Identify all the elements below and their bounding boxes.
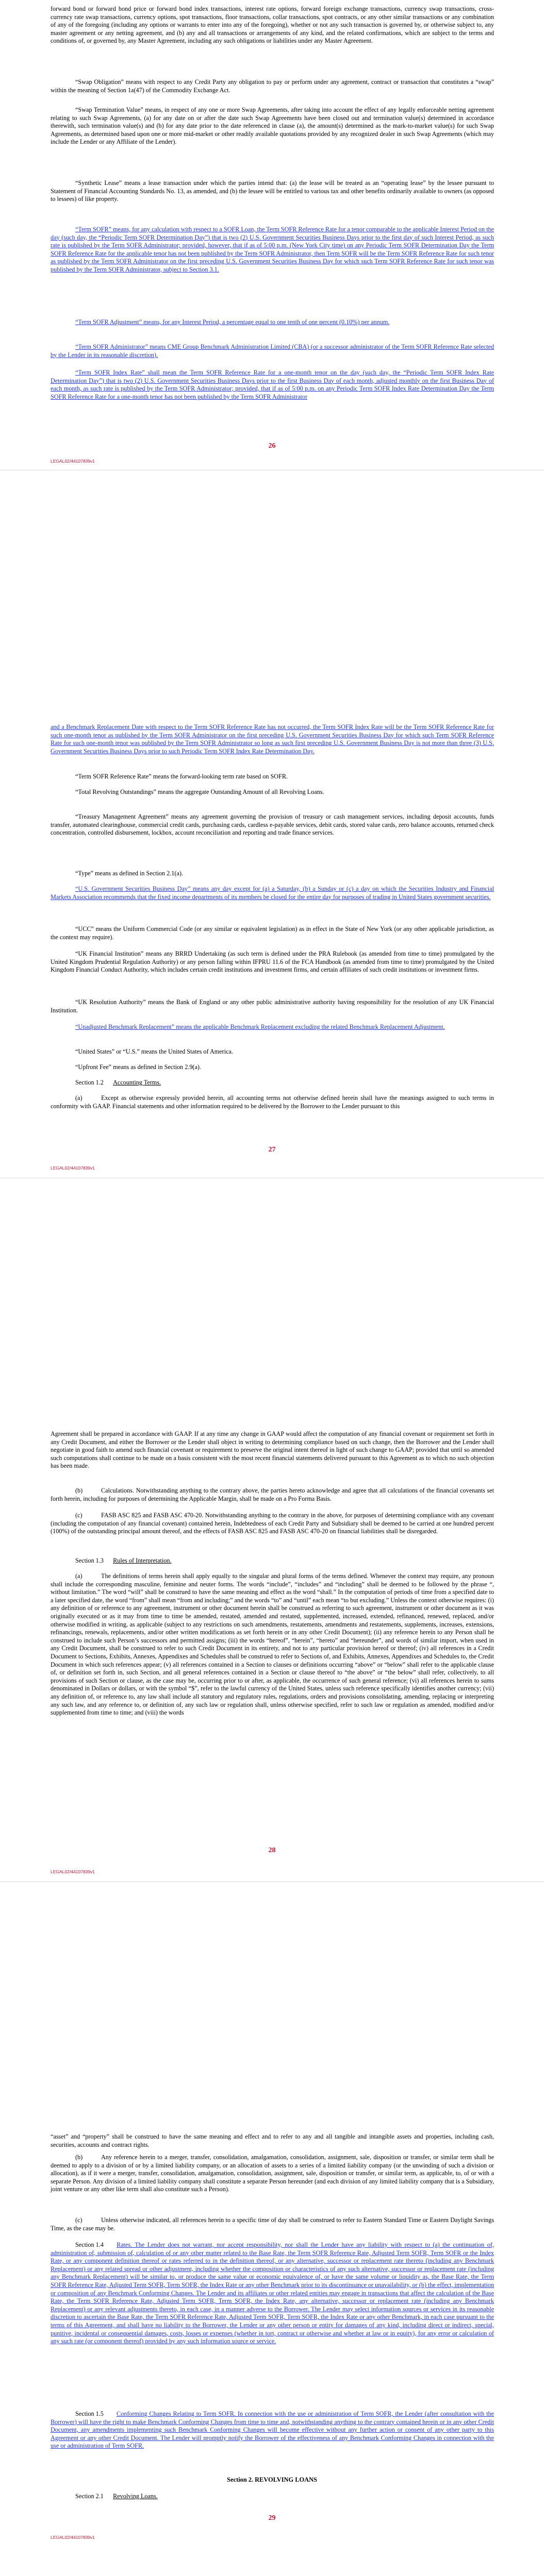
paragraph: forward bond or forward bond price or forward bond index transactions, interest rate options, forward foreign exchange transactions, currency swap transactions, cross-currency rate swap transactions, currency options, spot transactions, floor transactions, collar transactions, spot contracts, or any other similar transactions or any combination of any of the foregoing (including any options or warrants to enter into any of the foregoing), whether or not any such transaction is governed by, or otherwise subject to, any master agreement or any netting agreement, and (b) any and all transactions or arrangements of any kind, and the related confirmations, which are subject to the terms and conditions of, or governed by, any Master Agreement, including any such obligations or liabilities under any Master Agreement. [51,5,494,45]
paragraph-conforming-changes: Conforming Changes Relating to Term SOFR. In connection with the use or administration of Term SOFR, the Lender (after consultation with the Borrower) will have the right to make Benchmark Conforming Changes from time to time and, notwithstanding anything to the contrary contained herein or in any other Credit Document, any amendments implementing such Benchmark Conforming Changes will become effective without any further action or consent of any other party to this Agreement or any other Credit Document. The Lender will promptly notify the Borrower of the effectiveness of any Benchmark Conforming Changes in connection with the use or administration of Term SOFR. [51,2410,494,2450]
section-title: Rules of Interpretation. [113,1557,172,1564]
page-number: 29 [268,2514,276,2522]
footer-code: LEGAL02/44107839v1 [51,459,95,464]
article-heading: Section 2. REVOLVING LOANS [227,2476,317,2483]
paragraph-type: “Type” means as defined in Section 2.1(a). [75,870,183,877]
paragraph-treasury-management: “Treasury Management Agreement” means any agreement governing the provision of treasury or cash management services, including deposit accounts, funds transfer, automated clearinghouse, commercial credit cards, purchasing cards, cardless e-payable services, debit cards, stored value cards, zero balance accounts, returned check concentration, controlled disbursement, lockbox, account reconciliation and reporting and trade finance services. [51,813,494,837]
paragraph-swap-termination-value: “Swap Termination Value” means, in respect of any one or more Swap Agreements, after taking into account the effect of any legally enforceable netting agreement relating to such Swap Agreements, (a) for any date on or after the date such Swap Agreements have been closed out and termination value(s) determined in accordance therewith, such termination value(s) and (b) for any date prior to the date referenced in clause (a), the amount(s) determined as the mark-to-market value(s) for such Swap Agreements, as determined based upon one or more mid-market or other readily available quotations provided by any recognized dealer in such Swap Agreements (which may include the Lender or any Affiliate of the Lender). [51,106,494,146]
paragraph-total-revolving-outstandings: “Total Revolving Outstandings” means the aggregate Outstanding Amount of all Revolving Loans. [75,788,324,795]
paragraph-upfront-fee: “Upfront Fee” means as defined in Section 2.9(a). [75,1063,202,1071]
page-number: 27 [268,1146,276,1154]
paragraph-unadjusted-benchmark-replacement: “Unadjusted Benchmark Replacement” means the applicable Benchmark Replacement excluding the related Benchmark Replacement Adjustment. [75,1023,445,1030]
paragraph-us-government-securities-business-day: “U.S. Government Securities Business Day” means any day except for (a) a Saturday, (b) a Sunday or (c) a day on which the Securities Industry and Financial Markets Association recommends that the fixed income departments of its members be closed for the entire day for purposes of trading in United States government securities. [51,885,494,901]
clause-label: (c) [75,2216,83,2224]
paragraph-fasb: FASB ASC 825 and FASB ASC 470-20. Notwithstanding anything to the contrary in the above, for purposes of determining compliance with any covenant (including the computation of any financial covenant) contained herein, Indebtedness of each Credit Party and Subsidiary shall be deemed to be carried at one hundred percent (100%) of the outstanding principal amount thereof, and the effects of FASB ASC 825 and FASB ASC 470-20 on financial liabilities shall be disregarded. [51,1512,494,1535]
footer-code: LEGAL02/44107839v1 [51,2535,95,2540]
paragraph-term-sofr: “Term SOFR” means, for any calculation with respect to a SOFR Loan, the Term SOFR Reference Rate for a tenor comparable to the applicable Interest Period on the day (such day, the “Periodic Term SOFR Determination Day”) that is two (2) U.S. Government Securities Business Days prior to the first day of such Interest Period, as such rate is published by the Term SOFR Administrator; provided, however, that if as of 5:00 p.m. (New York City time) on any Periodic Term SOFR Determination Day the Term SOFR Reference Rate for the applicable tenor has not been published by the Term SOFR Administrator, then Term SOFR will be the Term SOFR Reference Rate for such tenor as published by the Term SOFR Administrator on the first preceding U.S. Government Securities Business Day for which such Term SOFR Reference Rate for such tenor was published by the Term SOFR Administrator, subject to Section 3.1. [51,226,494,273]
paragraph-uk-resolution-authority: “UK Resolution Authority” means the Bank of England or any other public administrative authority having responsibility for the resolution of any UK Financial Institution. [51,998,494,1014]
paragraph-time-of-day: Unless otherwise indicated, all references herein to a specific time of day shall be construed to refer to Eastern Standard Time or Eastern Daylight Savings Time, as the case may be. [51,2216,494,2232]
footer-code: LEGAL02/44107839v1 [51,1869,95,1874]
paragraph-swap-obligation: “Swap Obligation” means with respect to any Credit Party any obligation to pay or perform under any agreement, contract or transaction that constitutes a “swap” within the meaning of Section 1a(47) of the Commodity Exchange Act. [51,78,494,94]
page-number: 26 [268,442,276,450]
paragraph: and a Benchmark Replacement Date with respect to the Term SOFR Reference Rate has not occurred, the Term SOFR Index Rate will be the Term SOFR Reference Rate for such one-month tenor as published by the Term SOFR Administrator on the first preceding U.S. Government Securities Business Day for which such Term SOFR Reference Rate for such one-month tenor was published by the Term SOFR Administrator so long as such first preceding U.S. Government Business Day is not more than three (3) U.S. Government Securities Business Days prior to such Periodic Term SOFR Index Rate Determination Day. [51,723,494,755]
section-number: Section 1.5 [75,2410,104,2417]
section-number: Section 1.2 [75,1079,104,1086]
section-number: Section 2.1 [75,2493,104,2500]
paragraph-rates: Rates. The Lender does not warrant, nor accept responsibility, nor shall the Lender have any liability with respect to (a) the continuation of, administration of, submission of, calculation of or any other matter related to the Base Rate, the Term SOFR Reference Rate, Adjusted Term SOFR, Term SOFR or the Index Rate, or any component definition thereof or rates referred to in the definition thereof, or any alternative, successor or replacement rate thereto (including any Benchmark Replacement) or any related spread or other adjustment, including whether the composition or characteristics of any such alternative, successor or replacement rate (including any Benchmark Replacement) will be similar to, or produce the same value or economic equivalence of, or have the same volume or liquidity as, the Base Rate, the Term SOFR Reference Rate, Adjusted Term SOFR, Term SOFR, the Index Rate or any other Benchmark prior to its discontinuance or unavailability, or (b) the effect, implementation or composition of any Benchmark Conforming Changes. The Lender and its affiliates or other related entities may engage in transactions that affect the calculation of the Base Rate, the Term SOFR Reference Rate, Adjusted Term SOFR, Term SOFR, the Index Rate, any alternative, successor or replacement rate (including any Benchmark Replacement) or any relevant adjustments thereto, in each case, in a manner adverse to the Borrower. The Lender may select information sources or services in its reasonable discretion to ascertain the Base Rate, the Term SOFR Reference Rate, Adjusted Term SOFR, Term SOFR, the Index Rate or any other Benchmark, in each case pursuant to the terms of this Agreement, and shall have no liability to the Borrower, the Lender or any other person or entity for damages of any kind, including direct or indirect, special, punitive, incidental or consequential damages, costs, losses or expenses (whether in tort, contract or otherwise and whether at law or in equity), for any error or calculation of any such rate (or component thereof) provided by any such information source or service. [51,2241,494,2345]
paragraph-ucc: “UCC” means the Uniform Commercial Code (or any similar or equivalent legislation) as in effect in the State of New York (or any other applicable jurisdiction, as the context may require). [51,925,494,941]
section-heading [75,1079,161,1087]
paragraph-calculations: Calculations. Notwithstanding anything to the contrary above, the parties hereto acknowledge and agree that all calculations of the financial covenants set forth herein, including for purposes of determining the Applicable Margin, shall be made on a Pro Forma Basis. [51,1487,494,1502]
section-number: Section 1.4 [75,2241,104,2248]
section-heading [75,2493,158,2500]
paragraph-rules-of-interpretation: The definitions of terms herein shall apply equally to the singular and plural forms of the terms defined. Whenever the context may require, any pronoun shall include the corresponding masculine, feminine and neuter forms. The words “include”, “includes” and “including” shall be deemed to be followed by the phrase “, without limitation.” The word “will” shall be construed to have the same meaning and effect as the word “shall.” In the computation of periods of time from a specified date to a later specified date, the word “from” shall mean “from and including;” and the words “to” and “until” each mean “to but excluding.” Unless the context otherwise requires: (i) any definition of or reference to any agreement, instrument or other document herein shall be construed as referring to such agreement, instrument or other document as it was originally executed or as it may from time to time be amended, restated, amended and restated, supplemented, increased, extended, refinanced, renewed, replaced, and/or otherwise modified in writing, as applicable (subject to any restrictions on such amendments, restatements, amendments and restatements, supplements, increases, extensions, refinancings, renewals, replacements, and/or other written modifications as set forth herein or in any other Credit Document); (ii) any reference herein to any Person shall be construed to include such Person’s successors and permitted assigns; (iii) the words “hereof”, “herein”, “hereto” and “hereunder”, and words of similar import, when used in any Credit Document, shall be construed to refer to such Credit Document in its entirety, and not to any particular provision hereof or thereof; (iv) all references in a Credit Document to Sections, Exhibits, Annexes, Appendixes and Schedules shall be construed to refer to Sections of, and Exhibits, Annexes, Appendixes and Schedules to, the Credit Document in which such references appear; (v) all references contained in a Section to clauses or definitions occurring “above” or “below” shall refer to the applicable clause of, or definition set forth in, such Section, and all general references contained in a Section or clause thereof to “the above” or “the below” shall refer, collectively, to all provisions of such Section or clause, as the case may be, occurring prior to or after, as applicable, the occurrence of such general reference; (vi) all references herein to sums denominated in Dollars or dollars, or with the symbol “$”, refer to the lawful currency of the United States, unless such reference specifically identifies another currency; (vii) any definition of, or reference to, any law shall include all statutory and regulatory rules, regulations, orders and provisions consolidating, amending, replacing or interpreting any such law, and any reference to, or definition of, any such law or regulation shall, unless otherwise specified, refer to such law or regulation as amended, modified and/or supplemented from time to time; and (viii) the words [51,1572,494,1717]
paragraph-term-sofr-administrator: “Term SOFR Administrator” means CME Group Benchmark Administration Limited (CBA) (or a successor administrator of the Term SOFR Reference Rate selected by the Lender in its reasonable discretion). [51,343,494,359]
footer-code: LEGAL02/44107839v1 [51,1165,95,1171]
paragraph-term-sofr-reference-rate: “Term SOFR Reference Rate” means the forward-looking term rate based on SOFR. [75,773,288,780]
section-title: Revolving Loans. [113,2493,158,2500]
paragraph-uk-financial-institution: “UK Financial Institution” means any BRRD Undertaking (as such term is defined under the PRA Rulebook (as amended from time to time) promulgated by the United Kingdom Prudential Regulation Authority) or any person falling within IFPRU 11.6 of the FCA Handbook (as amended from time to time) promulgated by the United Kingdom Financial Conduct Authority, which includes certain credit institutions and investment firms, and certain affiliates of such credit institutions or investment firms. [51,950,494,974]
paragraph-term-sofr-index-rate: “Term SOFR Index Rate” shall mean the Term SOFR Reference Rate for a one-month tenor on the day (such day, the “Periodic Term SOFR Index Rate Determination Day”) that is two (2) U.S. Government Securities Business Days prior to the first Business Day of each month, adjusted monthly on the first Business Day of each month, as such rate is published by the Term SOFR Administrator; provided, that if as of 5:00 p.m. on any Periodic Term SOFR Index Rate Determination Day the Term SOFR Reference Rate for a one-month tenor has not been published by the Term SOFR Administrator [51,369,494,400]
page-number: 28 [268,1846,276,1854]
clause-label: (b) [75,1487,83,1494]
clause-label: (a) [75,1572,83,1580]
section-title: Accounting Terms. [113,1079,161,1086]
section-number: Section 1.3 [75,1557,104,1564]
paragraph-united-states: “United States” or “U.S.” means the United States of America. [75,1048,233,1055]
clause-label: (c) [75,1512,83,1519]
paragraph: “asset” and “property” shall be construed to have the same meaning and effect and to refer to any and all tangible and intangible assets and properties, including cash, securities, accounts and contract rights. [51,2133,494,2148]
clause-label: (a) [75,1094,83,1101]
paragraph-accounting-terms: Except as otherwise expressly provided herein, all accounting terms not otherwise defined herein shall have the meanings assigned to such terms in conformity with GAAP. Financial statements and other information required to be delivered by the Borrower to the Lender pursuant to this [51,1094,494,1110]
clause-label: (b) [75,2154,83,2161]
section-heading [75,1557,172,1565]
paragraph-synthetic-lease: “Synthetic Lease” means a lease transaction under which the parties intend that: (a) the lease will be treated as an “operating lease” by the lessee pursuant to Statement of Financial Accounting Standards No. 13, as amended, and (b) the lessee will be entitled to various tax and other benefits ordinarily available to owners (as opposed to lessees) of like property. [51,179,494,203]
paragraph: Agreement shall be prepared in accordance with GAAP. If at any time any change in GAAP would affect the computation of any financial covenant or requirement set forth in any Credit Document, and either the Borrower or the Lender shall object in writing to determining compliance based on such change, then the Borrower and the Lender shall negotiate in good faith to amend such financial covenant or requirement to preserve the original intent thereof in light of such change to GAAP; provided that until so amended such computations shall continue to be made on a basis consistent with the most recent financial statements delivered pursuant to this Agreement as to which no such objection has been made. [51,1430,494,1470]
paragraph-division: Any reference herein to a merger, transfer, consolidation, amalgamation, consolidation, assignment, sale, disposition or transfer, or similar term shall be deemed to apply to a division of or by a limited liability company, or an allocation of assets to a series of a limited liability company (or the unwinding of such a division or allocation), as if it were a merger, transfer, consolidation, amalgamation, consolidation, assignment, sale, disposition or transfer, or similar term, as applicable, to, of or with a separate Person. Any division of a limited liability company shall constitute a separate Person hereunder (and each division of any limited liability company that is a Subsidiary, joint venture or any other like term shall also constitute such a Person). [51,2154,494,2193]
paragraph-term-sofr-adjustment: “Term SOFR Adjustment” means, for any Interest Period, a percentage equal to one tenth of one percent (0.10%) per annum. [75,318,390,326]
